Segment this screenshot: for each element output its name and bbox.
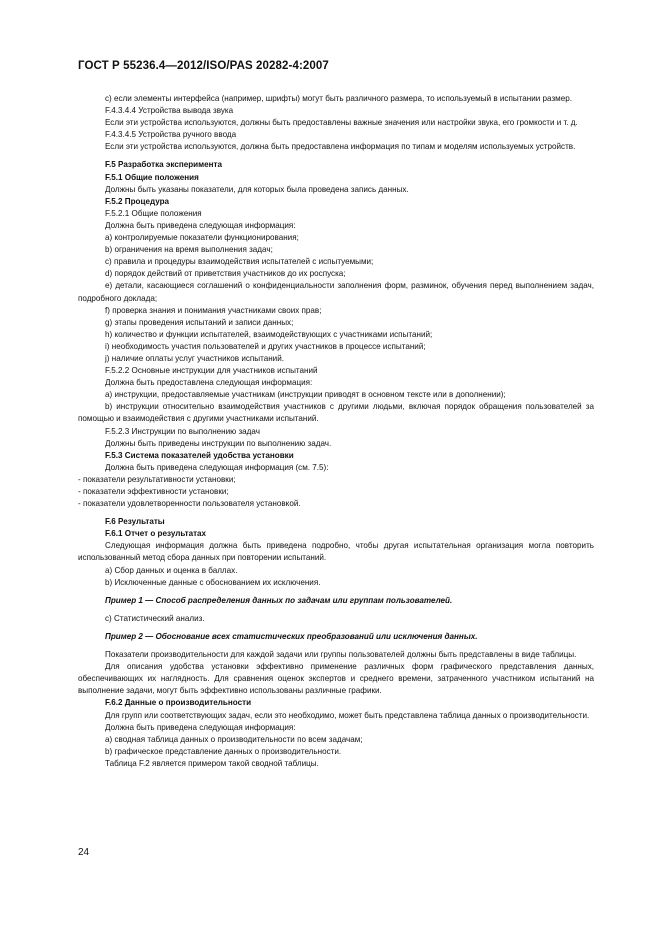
text-line: - показатели эффективности установки; (78, 487, 229, 496)
text-line: j) наличие оплаты услуг участников испытаний. (105, 353, 284, 363)
text-line: F.5.2 Процедура (105, 196, 170, 206)
text-line: Пример 1 — Способ распределения данных по задачам или группам пользователей. (105, 595, 453, 605)
text-line: a) контролируемые показатели функционирования; (105, 233, 299, 243)
page-body (78, 93, 594, 770)
text-line: Для описания удобства установки эффективно применение различных форм графического представления данных, обеспечивающих их наглядность. Для сравнения оценок экспертов и среднего времени, затраченного участником испытаний на выполнение задачи, могут быть эффективно использованы различные графики. (78, 662, 594, 696)
text-line: a) сводная таблица данных о производительности по всем задачам; (105, 734, 363, 744)
text-line: Должна быть предоставлена следующая информация: (105, 378, 313, 388)
text-line: h) количество и функции испытателей, взаимодействующих с участниками испытаний; (105, 329, 433, 339)
text-line: F.5.2.1 Общие положения (105, 208, 202, 218)
text-line: b) Исключенные данные с обоснованием их исключения. (105, 577, 321, 587)
text-line: Должны быть указаны показатели, для которых была проведена запись данных. (105, 184, 409, 194)
text-line: b) графическое представление данных о производительности. (105, 746, 342, 756)
text-line: F.4.3.4.5 Устройства ручного ввода (105, 130, 237, 140)
text-line: d) порядок действий от приветствия участников до их роспуска; (105, 269, 346, 279)
text-line: Должна быть приведена следующая информация (см. 7.5): (105, 462, 329, 472)
text-line: F.5.3 Система показателей удобства установки (105, 450, 294, 460)
text-line: a) инструкции, предоставляемые участникам (инструкции приводят в основном тексте или в дополнении); (105, 390, 506, 400)
text-line: b) инструкции относительно взаимодействия участников с другими людьми, включая порядок обращения пользователей за помощью и взаимодействия с другими участниками испытаний. (78, 402, 594, 424)
text-line: a) Сбор данных и оценка в баллах. (105, 565, 238, 575)
text-line: F.5 Разработка эксперимента (105, 160, 222, 170)
text-line: Пример 2 — Обоснование всех статистических преобразований или исключения данных. (105, 631, 478, 641)
text-line: F.6.2 Данные о производительности (105, 698, 252, 708)
text-line: c) правила и процедуры взаимодействия испытателей с испытуемыми; (105, 257, 374, 267)
text-line: Следующая информация должна быть приведена подробно, чтобы другая испытательная организация могла повторить использованный метод сбора данных при повторении испытаний. (78, 541, 594, 563)
text-line: F.5.2.3 Инструкции по выполнению задач (105, 426, 260, 436)
text-line: b) ограничения на время выполнения задач; (105, 245, 273, 255)
text-line: Должны быть приведены инструкции по выполнению задач. (105, 438, 332, 448)
text-line: - показатели удовлетворенности пользователя установкой. (78, 499, 301, 509)
text-line: Должна быть приведена следующая информация: (105, 722, 296, 732)
text-line: g) этапы проведения испытаний и записи данных; (105, 317, 294, 327)
text-line: F.6.1 Отчет о результатах (105, 529, 207, 539)
text-line: Показатели производительности для каждой задачи или группы пользователей должны быть представлены в виде таблицы. (105, 650, 577, 660)
text-line: c) Статистический анализ. (105, 613, 205, 623)
text-line: i) необходимость участия пользователей и других участников в процессе испытаний; (105, 341, 426, 351)
text-line: - показатели результативности установки; (78, 474, 236, 484)
text-line: f) проверка знания и понимания участниками своих прав; (105, 305, 322, 315)
text-line: F.6 Результаты (105, 517, 165, 527)
text-line: F.5.2.2 Основные инструкции для участников испытаний (105, 366, 318, 376)
text-line: c) если элементы интерфейса (например, шрифты) могут быть различного размера, то используемый в испытании размер. (105, 94, 572, 103)
text-line: Таблица F.2 является примером такой сводной таблицы. (105, 758, 319, 768)
text-line: e) детали, касающиеся соглашений о конфиденциальности заполнения форм, разминок, обучения перед выполнением задач, подробного доклада; (78, 281, 594, 303)
text-line: F.4.3.4.4 Устройства вывода звука (105, 106, 234, 116)
text-line: Если эти устройства используются, должна быть предоставлена информация по типам и моделям используемых устройств. (105, 142, 576, 152)
text-line: Для групп или соответствующих задач, если это необходимо, может быть представлена таблица данных о производительности. (105, 710, 590, 720)
text-line: F.5.1 Общие положения (105, 172, 199, 182)
page-number: 24 (78, 847, 90, 858)
document-header: ГОСТ Р 55236.4—2012/ISO/PAS 20282-4:2007 (78, 60, 329, 72)
text-line: Если эти устройства используются, должны быть предоставлены важные значения или настройки звука, его громкости и т. д. (105, 118, 578, 128)
text-line: Должна быть приведена следующая информация: (105, 220, 296, 230)
